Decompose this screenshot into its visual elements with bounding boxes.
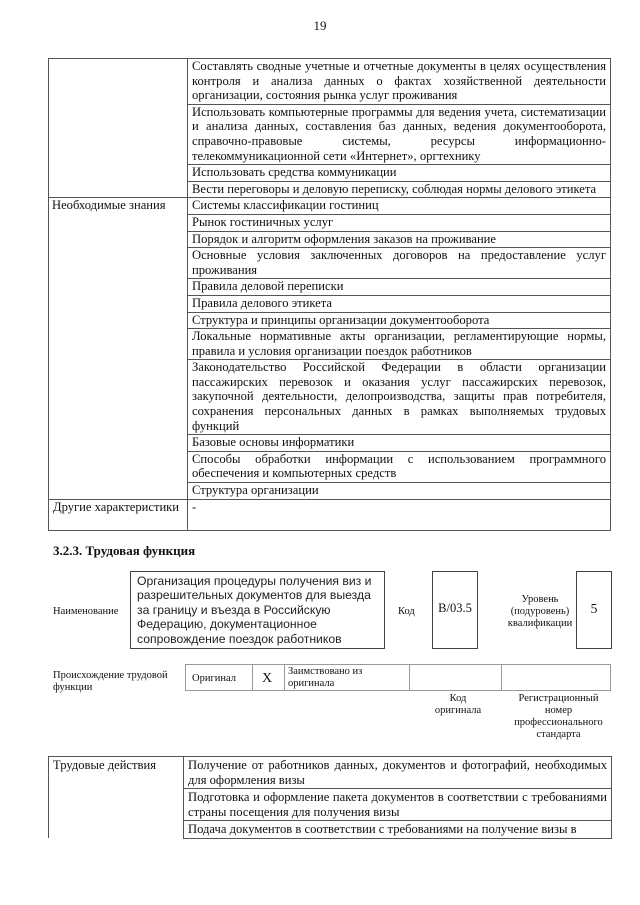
function-name-value: Организация процедуры получения виз и разрешительных документов для выезда за границу и въезда в Российскую Федерацию, документационное сопровождение поездок работников <box>137 574 372 646</box>
knowledge-row: Основные условия заключенных договоров на предоставление услуг проживания <box>188 248 611 279</box>
knowledge-row: Правила делового этикета <box>188 295 611 312</box>
other-characteristics-label: Другие характеристики <box>49 499 188 530</box>
knowledge-row: Рынок гостиничных услуг <box>188 214 611 231</box>
action-row: Подготовка и оформление пакета документов в соответствии с требованиями страны посещения для получения визы <box>184 789 612 821</box>
level-box <box>576 571 612 649</box>
skills-knowledge-table <box>48 58 611 531</box>
section-title: 3.2.3. Трудовая функция <box>53 543 196 558</box>
reg-number-label: Регистрационный номер профессионального стандарта <box>514 693 603 740</box>
name-label: Наименование <box>53 606 119 617</box>
original-mark: X <box>262 671 273 686</box>
skill-row: Составлять сводные учетные и отчетные документы в целях осуществления контроля и анализа данных о фактах хозяйственной деятельности организации, состояния рынка услуг проживания <box>188 59 611 105</box>
level-label: Уровень (подуровень) квалификации <box>507 594 573 629</box>
knowledge-row: Структура организации <box>188 483 611 500</box>
page-number: 19 <box>313 18 327 33</box>
knowledge-row: Порядок и алгоритм оформления заказов на проживание <box>188 231 611 248</box>
skill-row: Использовать средства коммуникации <box>188 165 611 182</box>
knowledge-row: Локальные нормативные акты организации, регламентирующие нормы, правила и условия организации поездок работников <box>188 329 611 360</box>
original-label: Оригинал <box>192 673 236 684</box>
code-value: B/03.5 <box>438 601 472 615</box>
knowledge-row: Способы обработки информации с использованием программного обеспечения и компьютерных средств <box>188 451 611 482</box>
action-row: Подача документов в соответствии с требованиями на получение визы в <box>184 821 612 839</box>
code-box <box>432 571 478 649</box>
level-value: 5 <box>590 601 598 616</box>
labor-actions-table <box>48 756 612 839</box>
knowledge-row: Базовые основы информатики <box>188 435 611 452</box>
code-original-label: Код оригинала <box>434 693 482 716</box>
knowledge-row: Законодательство Российской Федерации в области организации пассажирских перевозок и оказания услуг пассажирских перевозок, закупочной деятельности, делопроизводства, защиты прав потребителя, сохранения персональных данных в рамках выполняемых трудовых функций <box>188 360 611 435</box>
skills-label-cell <box>49 59 188 198</box>
function-name-box <box>130 571 385 649</box>
skill-row: Вести переговоры и деловую переписку, соблюдая нормы делового этикета <box>188 181 611 198</box>
action-row: Получение от работников данных, документов и фотографий, необходимых для оформления визы <box>184 757 612 789</box>
knowledge-row: Структура и принципы организации документооборота <box>188 312 611 329</box>
code-label: Код <box>398 606 415 617</box>
borrowed-label: Заимствовано из оригинала <box>288 666 363 689</box>
knowledge-label: Необходимые знания <box>49 198 188 499</box>
actions-label: Трудовые действия <box>49 757 184 839</box>
other-characteristics-value: - <box>188 499 611 530</box>
knowledge-row: Системы классификации гостиниц <box>188 198 611 215</box>
origin-label: Происхождение трудовой функции <box>53 670 168 693</box>
knowledge-row: Правила деловой переписки <box>188 279 611 296</box>
skill-row: Использовать компьютерные программы для ведения учета, систематизации и анализа данных, составления баз данных, ведения документооборота, справочно-правовые системы, ресурсы информационно-телекоммуникационной сети «Интернет», оргтехнику <box>188 104 611 164</box>
